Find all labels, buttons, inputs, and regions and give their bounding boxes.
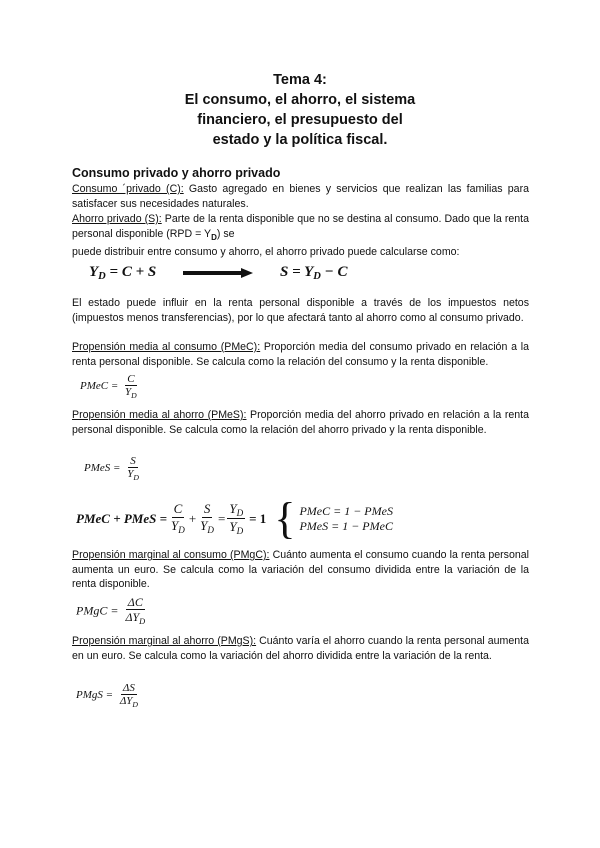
formula-pmec: PMeC = $\frac{C}{Y_D}$ bbox=[80, 373, 137, 401]
formula-sum: PMeC + PMeS = $\frac{C}{Y_D}$ + $\frac{S}{Y_D}$ = $\frac{Y_D}{Y_D}$ = 1 { PMeC = 1 − PMeS PMeS = 1 − PMeC bbox=[76, 494, 393, 543]
pmgs-definition bbox=[72, 634, 529, 663]
consumo-term: Consumo ´privado (C): bbox=[72, 183, 184, 195]
ahorro-text-a: Parte de la renta disponible que no se destina al consumo. Dado que la renta personal disponible (RPD = Y bbox=[72, 213, 529, 240]
title-line-4: estado y la política fiscal. bbox=[212, 132, 388, 148]
pmec-text: Proporción media del consumo privado en relación a la renta personal disponible. Se calcula como la relación del consumo y la renta disponible. bbox=[72, 341, 529, 368]
pmec-term: Propensión media al consumo (PMeC): bbox=[72, 341, 261, 353]
case-pmec: PMeC = 1 − PMeS bbox=[299, 504, 393, 518]
ahorro-text-c: puede distribuir entre consumo y ahorro, el ahorro privado puede calcularse como: bbox=[72, 246, 460, 259]
pmes-term: Propensión media al ahorro (PMeS): bbox=[72, 409, 247, 421]
pmec-definition bbox=[72, 340, 529, 369]
section-heading: Consumo privado y ahorro privado bbox=[72, 166, 281, 180]
ahorro-term: Ahorro privado (S): bbox=[72, 213, 162, 225]
ahorro-text-sub: D bbox=[211, 232, 217, 242]
formula-pmgs: PMgS = $\frac{\Delta S}{\Delta Y_D}$ bbox=[76, 682, 138, 710]
title-line-1: Tema 4: bbox=[273, 72, 327, 88]
pmgs-text: Cuánto varía el ahorro cuando la renta personal aumenta en un euro. Se calcula como la variación del ahorro dividida entre la variación de la renta. bbox=[72, 635, 529, 662]
brace-icon: { bbox=[274, 494, 296, 543]
pmgc-term: Propensión marginal al consumo (PMgC): bbox=[72, 549, 270, 561]
pmgc-text: Cuánto aumenta el consumo cuando la renta personal aumenta un euro. Se calcula como la variación del consumo dividida entre la variación de la renta disponible. bbox=[72, 549, 529, 590]
page-title bbox=[0, 70, 600, 150]
pmgc-definition bbox=[72, 548, 529, 592]
formula-pmgc: PMgC = $\frac{\Delta C}{\Delta Y_D}$ bbox=[76, 595, 146, 627]
consumo-text: Gasto agregado en bienes y servicios que realizan las familias para satisfacer sus necesidades naturales. bbox=[72, 183, 529, 210]
formula-pmes: PMeS = $\frac{S}{Y_D}$ bbox=[84, 455, 139, 483]
pmgs-term: Propensión marginal al ahorro (PMgS): bbox=[72, 635, 257, 647]
title-line-3: financiero, el presupuesto del bbox=[197, 112, 403, 128]
formula-ahorro: $S = Y_D - C$ bbox=[280, 264, 348, 282]
pmes-text: Proporción media del ahorro privado en relación a la renta personal disponible. Se calcula como la relación del ahorro privado y la renta disponible. bbox=[72, 409, 529, 436]
formula-renta-disponible: $Y_D = C + S$ bbox=[89, 264, 157, 282]
right-arrow-icon bbox=[183, 268, 253, 278]
title-line-2: El consumo, el ahorro, el sistema bbox=[184, 92, 416, 108]
estado-paragraph: El estado puede influir en la renta personal disponible a través de los impuestos netos (impuestos menos transferencias), por lo que afectará tanto al ahorro como al consumo privado. bbox=[72, 297, 529, 324]
consumo-definition bbox=[72, 182, 529, 211]
pmes-definition bbox=[72, 408, 529, 437]
case-pmes: PMeS = 1 − PMeC bbox=[299, 519, 393, 533]
ahorro-text-b: ) se bbox=[216, 227, 235, 240]
ahorro-definition bbox=[72, 212, 529, 260]
